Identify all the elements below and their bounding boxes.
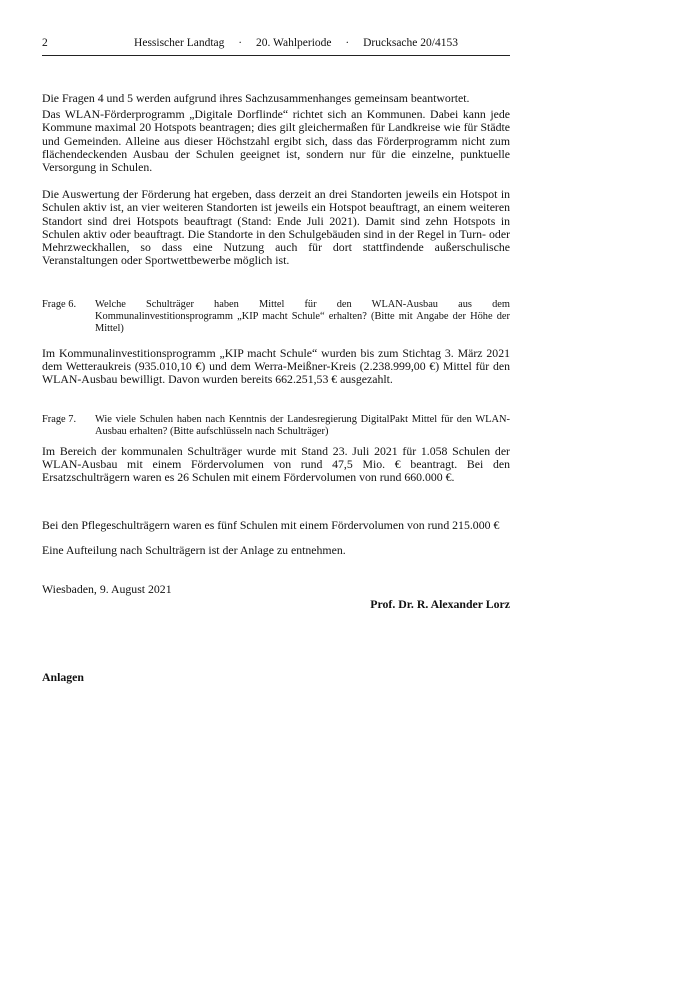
question-6-text: Welche Schulträger haben Mittel für den WLAN-Ausbau aus dem Kommunalinvestitionsprogramm „KIP macht Schule“ erhalten? (Bitte mit Angabe der Höhe der Mittel) [95,299,510,335]
place-date: Wiesbaden, 9. August 2021 [42,582,172,597]
question-7-label: Frage 7. [42,414,77,426]
answer-question-7: Im Bereich der kommunalen Schulträger wurde mit Stand 23. Juli 2021 für 1.058 Schulen der WLAN-Ausbau mit einem Fördervolumen von rund 47,5 Mio. € beantragt. Bei den Ersatzschulträgern waren es 26 Schulen mit einem Fördervolumen von rund 660.000 €. [42,444,510,485]
header-separator-icon: · [345,37,350,49]
question-6 [42,299,510,334]
page-header [42,36,510,50]
paragraph-auswertung: Die Auswertung der Förderung hat ergeben, dass derzeit an drei Standorten jeweils ein Hotspot in Schulen aktiv ist, an vier weiteren Standorten ist jeweils ein Hotspot beauftragt, an einem weiteren Standort sind drei Hotspots beauftragt (Stand: Ende Juli 2021). Damit sind zehn Hotspots in Schulen aktiv oder beauftragt. Die Standorte in den Schulgebäuden sind in der Regel in Turn- oder Mehrzweckhallen, so dass eine Nutzung auch für dort stattfindende außerschulische Veranstaltungen oder Sportwettbewerbe möglich ist. [42,187,510,268]
paragraph-pflegeschultraeger: Bei den Pflegeschulträgern waren es fünf Schulen mit einem Fördervolumen von rund 215.000 € [42,517,500,532]
paragraph-intro: Die Fragen 4 und 5 werden aufgrund ihres Sachzusammenhanges gemeinsam beantwortet. [42,91,470,105]
paragraph-anlage-hinweis: Eine Aufteilung nach Schulträgern ist der Anlage zu entnehmen. [42,542,346,557]
question-7 [42,414,510,438]
page-number: 2 [42,37,48,49]
question-7-text: Wie viele Schulen haben nach Kenntnis der Landesregierung DigitalPakt Mittel für den WLAN-Ausbau erhalten? (Bitte aufschlüsseln nach Schulträger) [95,414,510,438]
header-rule [42,55,510,56]
paragraph-foerderprogramm: Das WLAN-Förderprogramm „Digitale Dorflinde“ richtet sich an Kommunen. Dabei kann jede Kommune maximal 20 Hotspots beantragen; dies gilt gleichermaßen für Landkreise wie für Städte und Gemeinden. Alleine aus dieser Höchstzahl ergibt sich, dass das Förderprogramm nicht zum flächendeckenden Ausbau der Schulen geeignet ist, sondern nur für die einzelne, punktuelle Versorgung in Schulen. [42,107,510,175]
signature: Prof. Dr. R. Alexander Lorz [370,597,510,612]
header-title [82,36,510,50]
document-body [42,92,510,685]
question-6-label: Frage 6. [42,299,77,311]
header-title-landtag: Hessischer Landtag [134,37,225,49]
attachments-label: Anlagen [42,670,84,685]
header-separator-icon: · [238,37,243,49]
answer-question-6: Im Kommunalinvestitionsprogramm „KIP macht Schule“ wurden bis zum Stichtag 3. März 2021 dem Wetteraukreis (935.010,10 €) und dem Werra-Meißner-Kreis (2.238.999,00 €) Mittel für den WLAN-Ausbau bewilligt. Davon wurden bereits 662.251,53 € ausgezahlt. [42,345,510,387]
header-title-drucksache: Drucksache 20/4153 [363,37,458,49]
header-title-wahlperiode: 20. Wahlperiode [256,37,332,49]
